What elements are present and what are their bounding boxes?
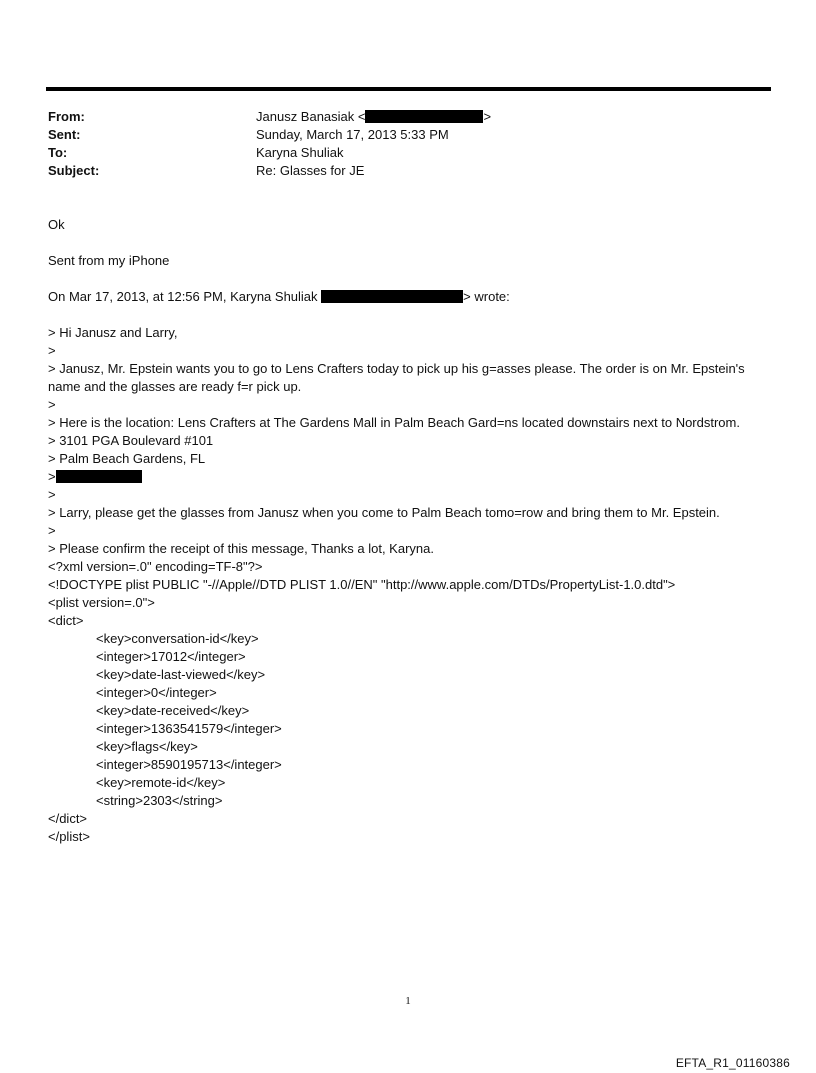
dict-close-tag: </dict> [48, 811, 88, 826]
plist-entry: <key>conversation-id</key> [96, 631, 259, 646]
redaction-bar [365, 110, 483, 123]
quoted-paragraph: > Larry, please get the glasses from Janusz when you come to Palm Beach tomo=row and bring them to Mr. Epstein. [48, 505, 720, 520]
from-name: Janusz Banasiak < [256, 109, 366, 124]
email-header [48, 108, 768, 180]
quoted-redacted-line [48, 468, 778, 486]
quoted-location: > Here is the location: Lens Crafters at The Gardens Mall in Palm Beach Gard=ns located downstairs next to Nordstrom. [48, 415, 740, 430]
plist-entry: <integer>0</integer> [96, 685, 217, 700]
page-number: 1 [405, 995, 411, 1007]
quoted-address-line: > 3101 PGA Boulevard #101 [48, 433, 214, 448]
sent-label: Sent: [48, 127, 81, 142]
to-value: Karyna Shuliak [256, 145, 344, 160]
quote-intro [48, 288, 778, 306]
subject-value: Re: Glasses for JE [256, 163, 365, 178]
plist-entry: <key>date-last-viewed</key> [96, 667, 266, 682]
sent-value: Sunday, March 17, 2013 5:33 PM [256, 127, 449, 142]
document-id: EFTA_R1_01160386 [675, 1056, 790, 1070]
dict-open-tag: <dict> [48, 613, 84, 628]
to-row [48, 144, 768, 162]
plist-entry: <integer>17012</integer> [96, 649, 246, 664]
plist-open-tag: <plist version=.0"> [48, 595, 155, 610]
signature-text: Sent from my iPhone [48, 253, 170, 268]
spacer [48, 270, 778, 288]
quote-intro-end: > wrote: [463, 289, 510, 304]
from-value [256, 108, 491, 126]
from-row [48, 108, 768, 126]
sent-row [48, 126, 768, 144]
spacer [48, 306, 778, 324]
quote-marker: > [48, 469, 56, 484]
header-divider [46, 87, 771, 91]
plist-entry: <integer>1363541579</integer> [96, 721, 282, 736]
plist-entry: <key>date-received</key> [96, 703, 250, 718]
spacer [48, 234, 778, 252]
redaction-bar [321, 290, 463, 303]
plist-close-tag: </plist> [48, 829, 90, 844]
quoted-closing: > Please confirm the receipt of this message, Thanks a lot, Karyna. [48, 541, 434, 556]
subject-row [48, 162, 768, 180]
quoted-blank: > [48, 523, 56, 538]
plist-entry: <key>flags</key> [96, 739, 198, 754]
reply-text: Ok [48, 217, 65, 232]
quoted-blank: > [48, 343, 56, 358]
plist-xml-declaration: <?xml version=.0" encoding=TF-8"?> [48, 559, 263, 574]
plist-doctype: <!DOCTYPE plist PUBLIC "-//Apple//DTD PLIST 1.0//EN" "http://www.apple.com/DTDs/PropertyList-1.0.dtd"> [48, 577, 676, 592]
quoted-blank: > [48, 487, 56, 502]
from-label: From: [48, 109, 85, 124]
email-body [48, 216, 778, 846]
plist-entry: <key>remote-id</key> [96, 775, 226, 790]
plist-entry: <string>2303</string> [96, 793, 223, 808]
quoted-address-line: > Palm Beach Gardens, FL [48, 451, 206, 466]
subject-label: Subject: [48, 163, 100, 178]
quoted-blank: > [48, 397, 56, 412]
from-tail: > [483, 109, 492, 124]
quoted-greeting: > Hi Janusz and Larry, [48, 325, 178, 340]
quote-intro-start: On Mar 17, 2013, at 12:56 PM, Karyna Shuliak [48, 289, 318, 304]
redaction-bar [56, 470, 142, 483]
plist-entry: <integer>8590195713</integer> [96, 757, 282, 772]
quoted-paragraph: > Janusz, Mr. Epstein wants you to go to Lens Crafters today to pick up his g=asses please. The order is on Mr. Epstein's name and the glasses are ready f=r pick up. [48, 361, 745, 394]
to-label: To: [48, 145, 68, 160]
